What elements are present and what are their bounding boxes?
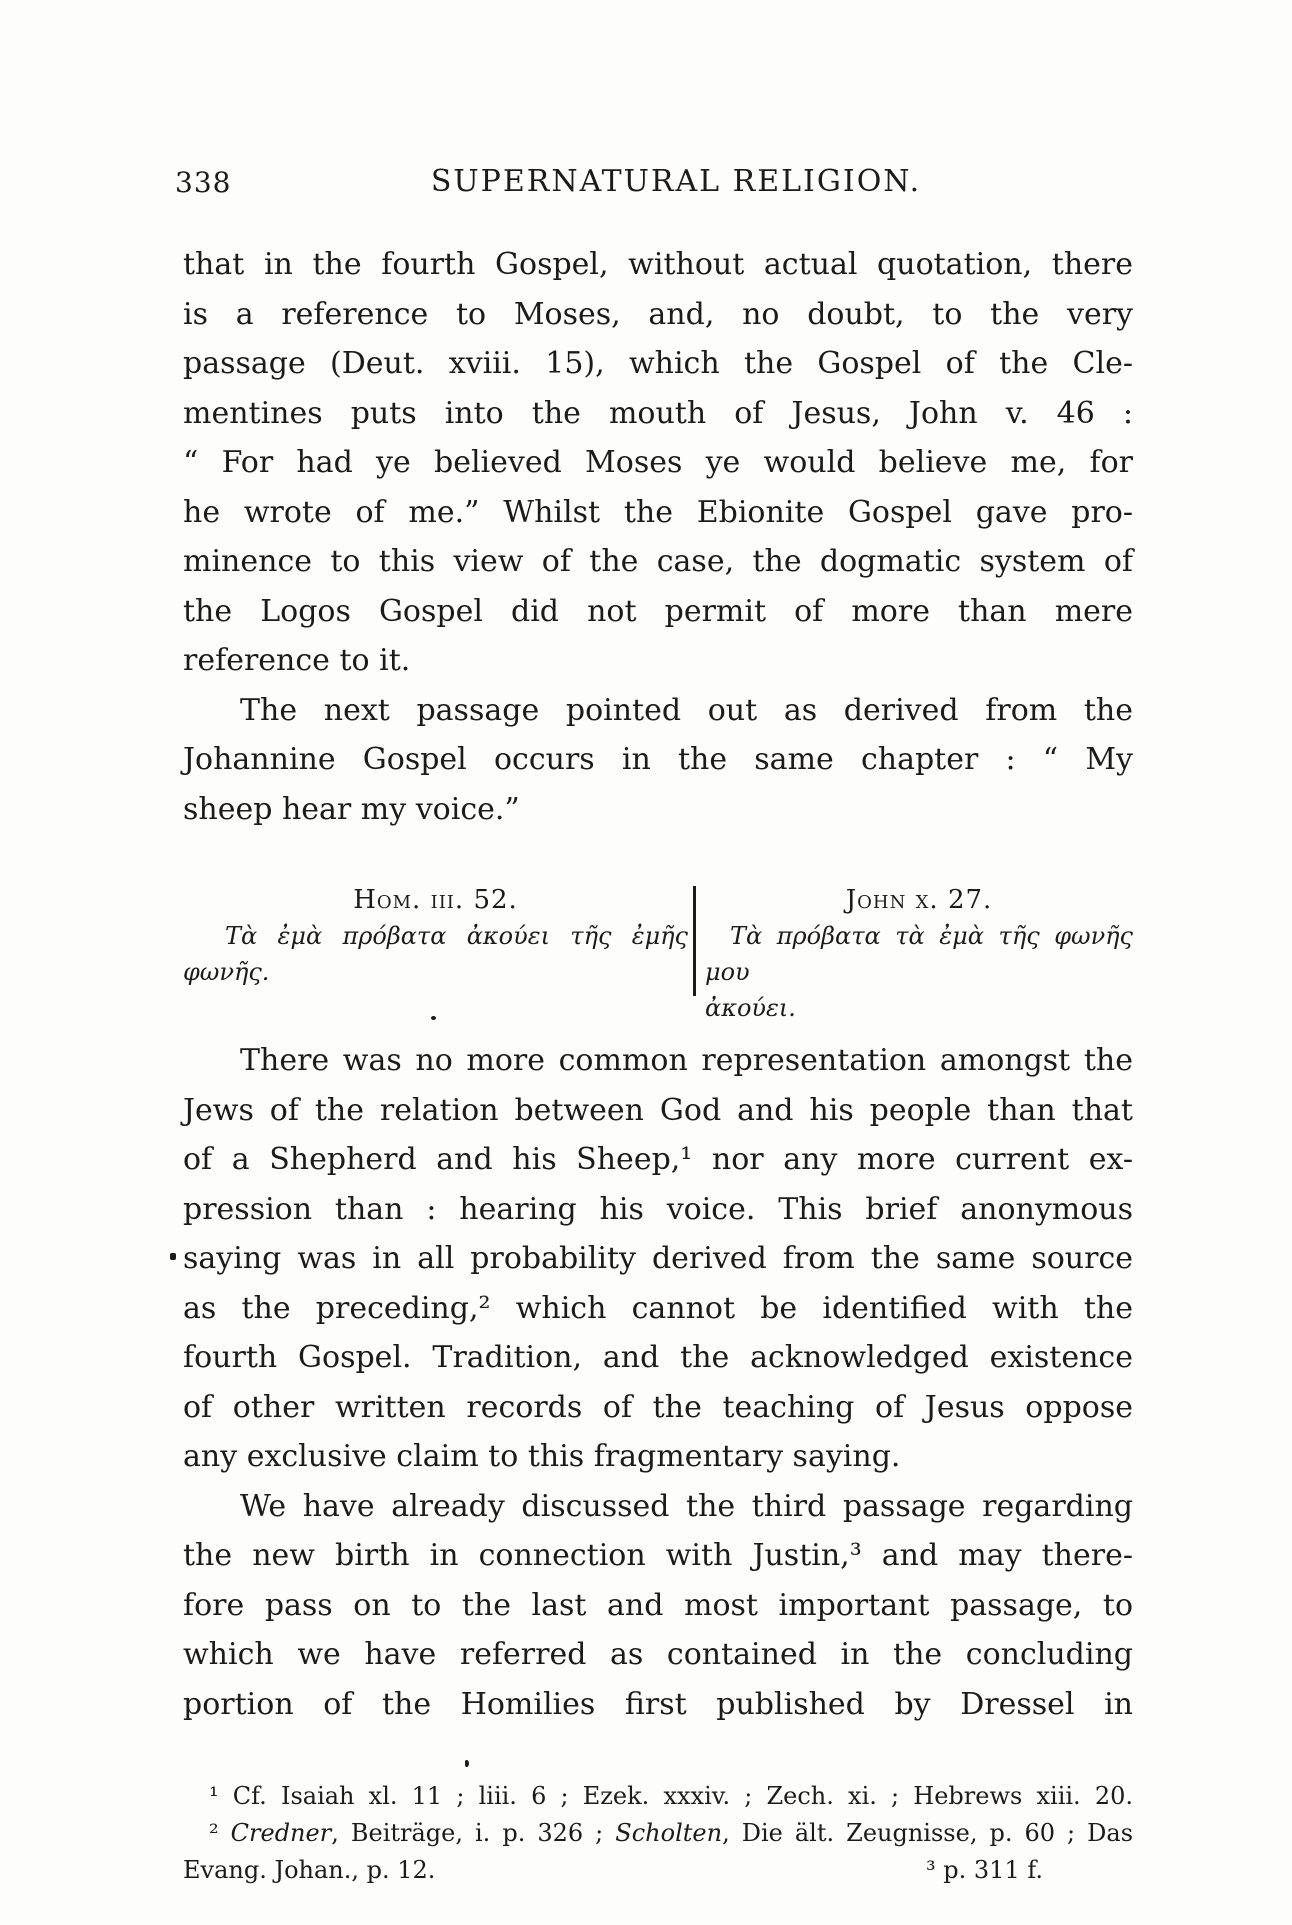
text-line: sheep hear my voice.” (183, 791, 520, 827)
footnote-text-segment: , Beiträge, i. p. 326 ; (331, 1819, 616, 1847)
ink-speck (431, 1016, 436, 1020)
text-line: There was no more common representation amongst the (240, 1043, 1133, 1078)
text-line: any exclusive claim to this fragmentary saying. (183, 1439, 901, 1474)
body-text-upper (183, 240, 1133, 834)
text-line: fore pass on to the last and most important passage, to (183, 1587, 1133, 1623)
footnote-2 (183, 1815, 1133, 1852)
italic-citation-name: Scholten (615, 1819, 723, 1847)
column-divider (693, 886, 696, 996)
quote-right-greek-line-1: Τὰ πρόβατα τὰ ἐμὰ τῆς φωνῆς μου (705, 922, 1133, 986)
ink-speck (465, 1760, 469, 1767)
quote-right-greek-line-2: ἀκούει. (705, 994, 796, 1022)
paragraph-2 (183, 686, 1133, 835)
quote-left-greek-line-2: φωνῆς. (183, 958, 270, 986)
text-line: which we have referred as contained in the concluding (183, 1637, 1133, 1672)
footnote-2-continuation (183, 1852, 1133, 1889)
footnote-text-segment: , Die ält. Zeugnisse, p. 60 ; Das (722, 1819, 1134, 1847)
text-line: Johannine Gospel occurs in the same chapter : “ My (183, 742, 1133, 777)
text-line: minence to this view of the case, the dogmatic system of (183, 544, 1133, 579)
footnote-text-segment: ² (209, 1819, 231, 1847)
running-title: SUPERNATURAL RELIGION. (430, 164, 922, 199)
text-line: he wrote of me.” Whilst the Ebionite Gospel gave pro- (183, 494, 1133, 530)
text-line: Jews of the relation between God and his people than that (183, 1092, 1133, 1128)
quote-left-greek-line-1: Τὰ ἐμὰ πρόβατα ἀκούει τῆς ἐμῆς (225, 922, 688, 950)
text-line: fourth Gospel. Tradition, and the acknowledged existence (183, 1340, 1133, 1375)
text-line: is a reference to Moses, and, no doubt, to the very (183, 296, 1133, 332)
text-line: that in the fourth Gospel, without actual quotation, there (183, 247, 1133, 282)
italic-citation-name: Credner (230, 1819, 332, 1847)
text-line: reference to it. (183, 643, 411, 678)
quote-left-heading: Hom. iii. 52. (353, 885, 518, 915)
text-line: The next passage pointed out as derived from the (240, 692, 1133, 728)
paragraph-3 (183, 1036, 1133, 1482)
footnote-2-continuation-text: Evang. Johan., p. 12. (183, 1856, 436, 1884)
text-line: “ For had ye believed Moses ye would believe me, for (183, 445, 1133, 480)
text-line: pression than : hearing his voice. This brief anonymous (183, 1191, 1133, 1227)
text-line: mentines puts into the mouth of Jesus, John v. 46 : (183, 395, 1133, 431)
text-line: saying was in all probability derived from the same source (183, 1241, 1133, 1276)
quote-right-column (705, 882, 1133, 1026)
footnote-1: ¹ Cf. Isaiah xl. 11 ; liii. 6 ; Ezek. xxxiv. ; Zech. xi. ; Hebrews xiii. 20. (209, 1782, 1133, 1810)
footnote-3: ³ p. 311 f. (926, 1856, 1043, 1884)
text-line: the new birth in connection with Justin,³ and may there- (183, 1538, 1133, 1573)
quote-left-column (183, 882, 688, 990)
text-line: as the preceding,² which cannot be identified with the (183, 1290, 1133, 1326)
text-line: portion of the Homilies first published by Dressel in (183, 1686, 1133, 1722)
footnotes (183, 1778, 1133, 1889)
paragraph-4 (183, 1482, 1133, 1730)
quote-right-heading: John x. 27. (845, 885, 993, 915)
page-number: 338 (175, 166, 232, 199)
paragraph-1 (183, 240, 1133, 686)
body-text-lower (183, 1036, 1133, 1729)
text-line: passage (Deut. xviii. 15), which the Gospel of the Cle- (183, 346, 1133, 381)
text-line: We have already discussed the third passage regarding (240, 1488, 1133, 1524)
ink-speck (170, 1253, 176, 1260)
text-line: of other written records of the teaching of Jesus oppose (183, 1389, 1133, 1425)
text-line: of a Shepherd and his Sheep,¹ nor any more current ex- (183, 1142, 1133, 1177)
text-line: the Logos Gospel did not permit of more than mere (183, 593, 1133, 629)
